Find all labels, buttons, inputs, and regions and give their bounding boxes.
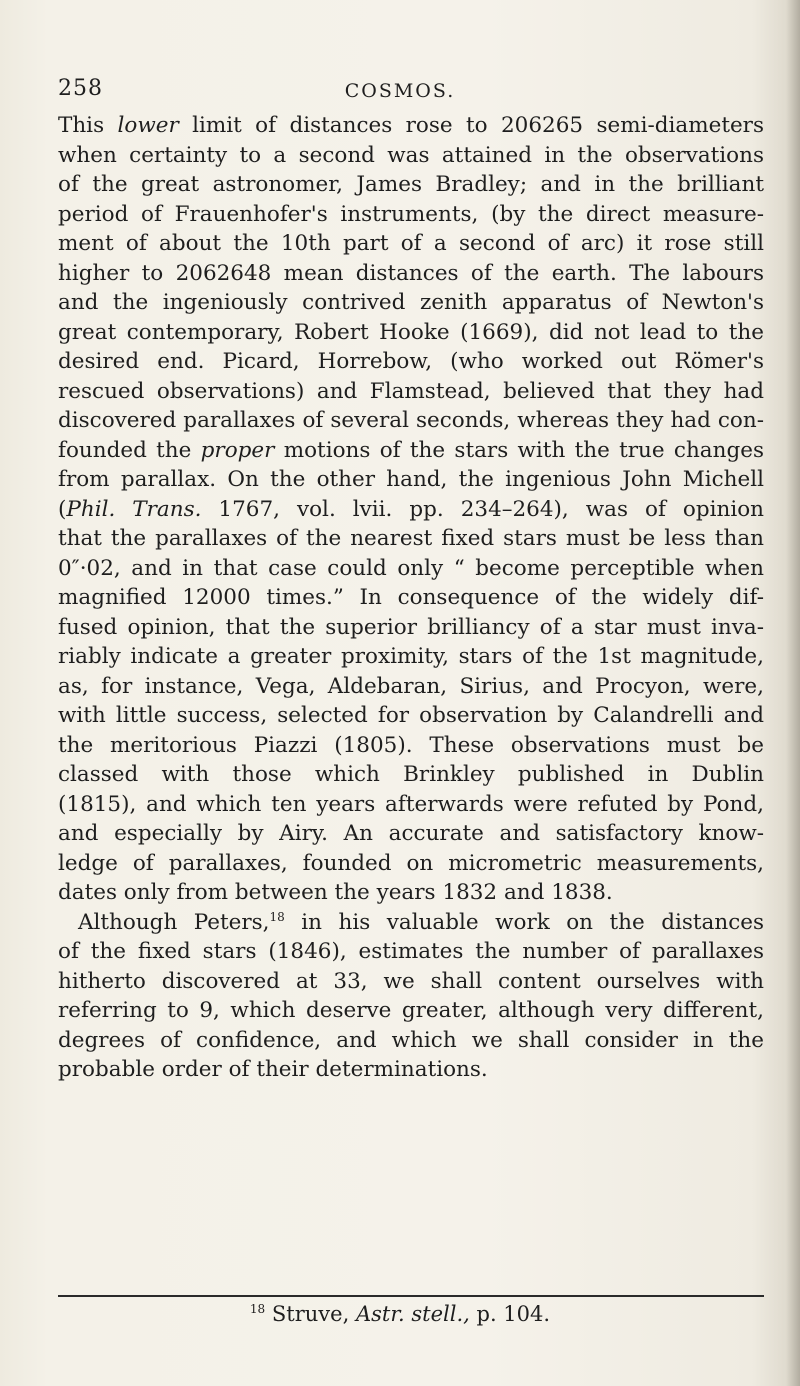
- line-start: founded the: [58, 437, 201, 463]
- text-line: and especially by Airy. An accurate and satisfactory know-: [58, 821, 764, 846]
- text-line: rescued observations) and Flamstead, believed that they had: [58, 378, 764, 404]
- text-line: [58, 436, 764, 466]
- text-line: great contemporary, Robert Hooke (1669), did not lead to the: [58, 319, 764, 345]
- text-line: magnified 12000 times.” In consequence of the widely dif-: [58, 585, 764, 610]
- text-line: (1815), and which ten years afterwards were refuted by Pond,: [58, 791, 764, 817]
- text-line: degrees of confidence, and which we shall consider in the: [58, 1027, 764, 1053]
- text-line: ment of about the 10th part of a second of arc) it rose still: [58, 231, 764, 256]
- text-line: [58, 495, 764, 525]
- text-line: higher to 2062648 mean distances of the earth. The labours: [58, 260, 764, 286]
- emphasis: lower: [117, 113, 179, 138]
- text-line: hitherto discovered at 33, we shall content ourselves with: [58, 968, 764, 994]
- text-line: the meritorious Piazzi (1805). These observations must be: [58, 732, 764, 758]
- text-line: ledge of parallaxes, founded on micrometric measurements,: [58, 850, 764, 876]
- text-line: of the great astronomer, James Bradley; and in the brilliant: [58, 172, 764, 197]
- text-line: desired end. Picard, Horrebow, (who worked out Römer's: [58, 349, 764, 374]
- emphasis: Phil. Trans.: [66, 496, 202, 522]
- footnote-rule: [58, 1295, 764, 1297]
- text-line: [58, 908, 764, 938]
- text-line: that the parallaxes of the nearest fixed stars must be less than: [58, 526, 764, 551]
- running-head: COSMOS.: [344, 80, 456, 102]
- footnote: [0, 1302, 800, 1326]
- emphasis: proper: [200, 437, 275, 463]
- text-line: and the ingeniously contrived zenith apparatus of Newton's: [58, 290, 764, 315]
- text-line: discovered parallaxes of several seconds, whereas they had con-: [58, 408, 764, 433]
- body-text: [58, 111, 764, 1085]
- line-start: (: [58, 496, 67, 522]
- text-line: 0″·02, and in that case could only “ become perceptible when: [58, 555, 764, 581]
- page-number: 258: [58, 76, 103, 101]
- text-line: probable order of their determinations.: [58, 1057, 488, 1082]
- text-line: classed with those which Brinkley published in Dublin: [58, 762, 764, 787]
- page-edge-shadow: [786, 0, 800, 1386]
- line-start: Although Peters,: [78, 909, 270, 935]
- footnote-author: Struve,: [271, 1302, 350, 1326]
- line-rest: limit of distances rose to 206265 semi-diameters: [178, 113, 764, 138]
- footnote-reference: 18: [269, 909, 285, 924]
- footnote-page: p. 104.: [476, 1302, 551, 1326]
- text-line: [58, 111, 764, 141]
- text-line: riably indicate a greater proximity, stars of the 1st magnitude,: [58, 644, 764, 669]
- page-header: [0, 72, 800, 112]
- line-rest: 1767, vol. lvii. pp. 234–264), was of opinion: [201, 496, 764, 522]
- text-line: when certainty to a second was attained in the observations: [58, 142, 764, 168]
- line-rest: in his valuable work on the distances: [284, 909, 764, 935]
- line-start: This: [58, 113, 118, 138]
- text-line: period of Frauenhofer's instruments, (by the direct measure-: [58, 201, 764, 227]
- text-line: from parallax. On the other hand, the ingenious John Michell: [58, 467, 764, 492]
- line-rest: motions of the stars with the true changes: [274, 437, 764, 463]
- text-line: fused opinion, that the superior brilliancy of a star must inva-: [58, 614, 764, 640]
- text-line: with little success, selected for observation by Calandrelli and: [58, 703, 764, 728]
- text-line: referring to 9, which deserve greater, although very different,: [58, 998, 764, 1023]
- text-line: of the fixed stars (1846), estimates the number of parallaxes: [58, 939, 764, 964]
- text-line: dates only from between the years 1832 and 1838.: [58, 880, 613, 905]
- text-line: as, for instance, Vega, Aldebaran, Sirius, and Procyon, were,: [58, 673, 764, 699]
- footnote-work: Astr. stell.,: [355, 1302, 470, 1326]
- footnote-marker: 18: [249, 1302, 266, 1316]
